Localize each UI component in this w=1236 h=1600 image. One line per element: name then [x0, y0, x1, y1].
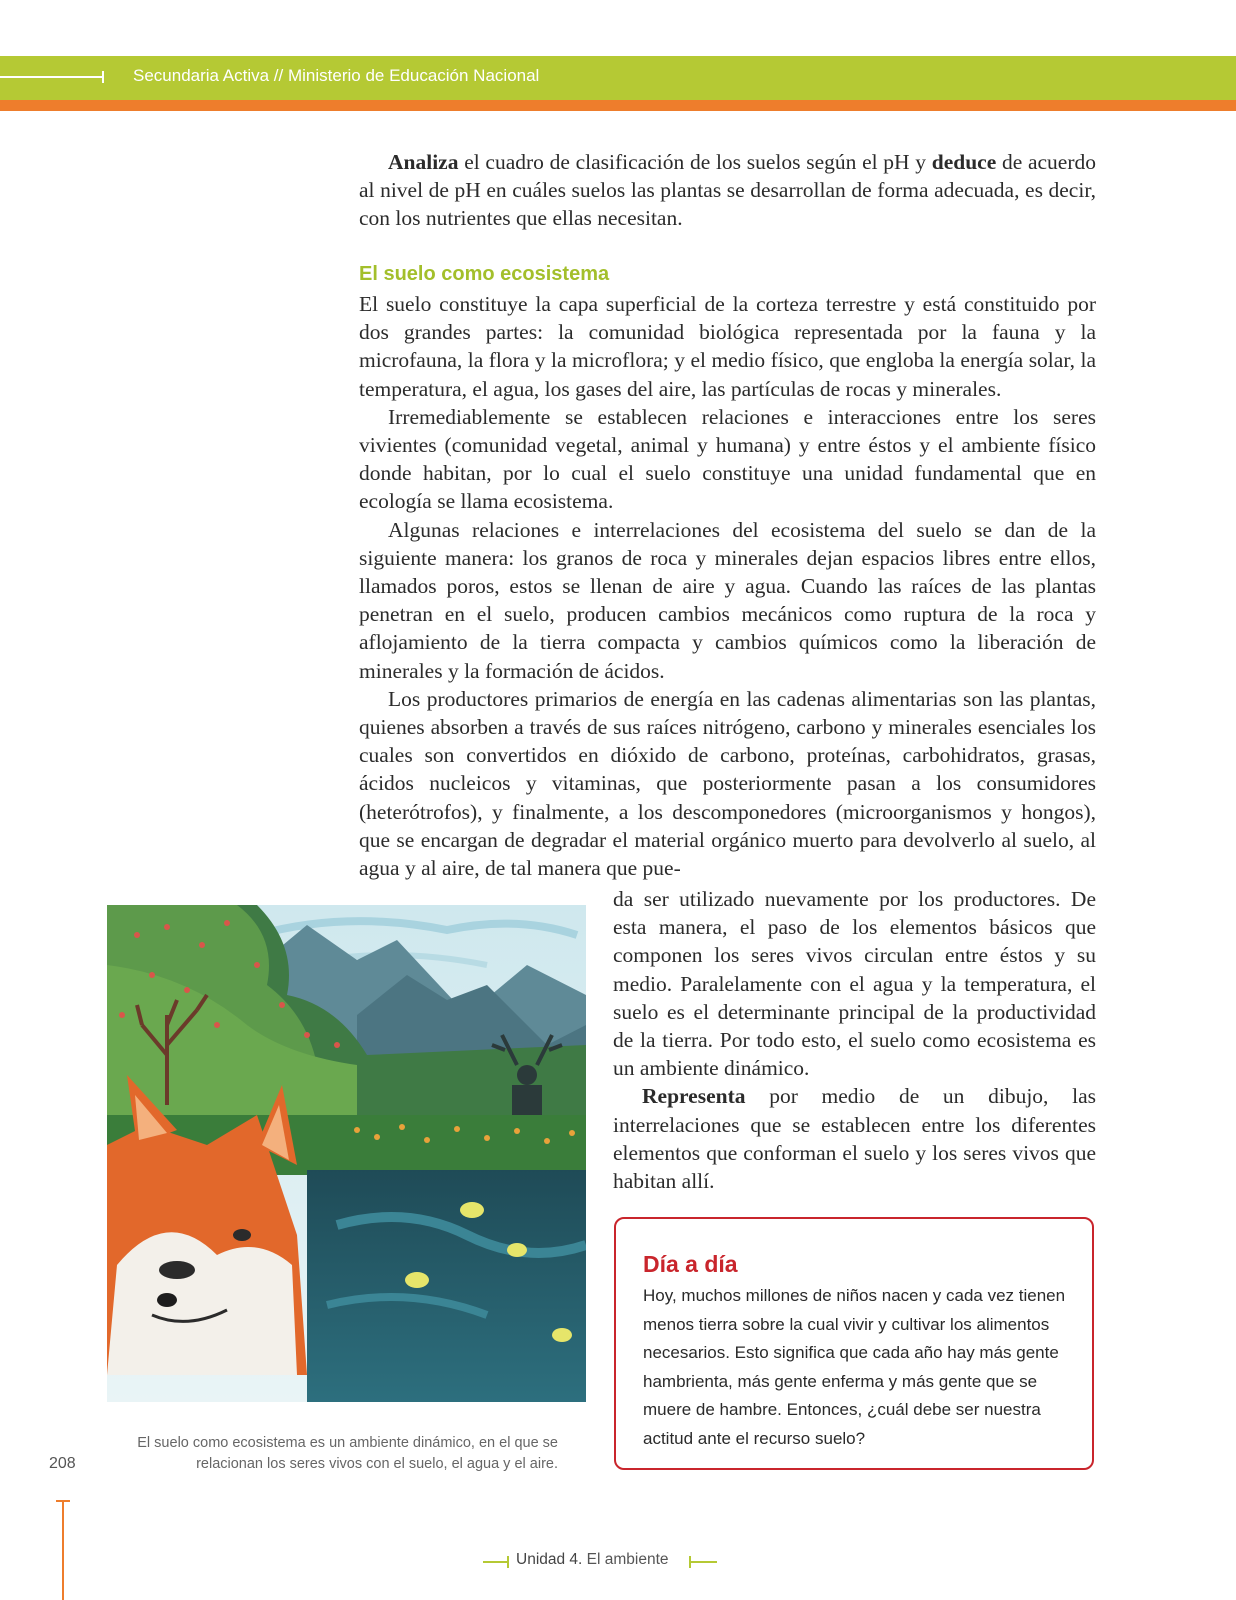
footer-rule-left: [483, 1561, 508, 1563]
page-number: 208: [49, 1455, 76, 1472]
section-paragraph-1: El suelo constituye la capa superficial de la corteza terrestre y está constituido por dos grandes partes: la comunidad biológica representada por la fauna y la microfauna, la flora y la microflora; y el medio físico, que engloba la energía solar, la temperatura, el agua, los gases del aire, las partículas de rocas y minerales.: [359, 292, 1096, 401]
pond: [307, 1170, 586, 1402]
day-to-day-text: Hoy, muchos millones de niños nacen y cada vez tienen menos tierra sobre la cual vivir y cultivar los alimentos necesarios. Esto significa que cada año hay más gente hambrienta, más gente enferma y más gente que se muere de hambre. Entonces, ¿cuál debe ser nuestra actitud ante el recurso suelo?: [643, 1286, 1066, 1448]
section-paragraph-4: Los productores primarios de energía en las cadenas alimentarias son las plantas, quienes absorben a través de sus raíces nitrógeno, carbono y minerales esenciales los cuales son convertidos en dióxido de carbono, proteínas, carbohidratos, grasas, ácidos nucleicos y vitaminas, que posteriormente pasan a los consumidores (heterótrofos), y finalmente, a los descomponedores (microorganismos y hongos), que se encargan de degradar el material orgánico muerto para devolverlo al suelo, al agua y al aire, de tal manera que pue-: [359, 686, 1096, 881]
header-title: Secundaria Activa // Ministerio de Educación Nacional: [133, 66, 540, 85]
header-orange-stripe: [0, 100, 1236, 111]
footer: [0, 1550, 1236, 1574]
paragraph-5-text: por medio de un dibujo, las interrelaciones que se establecen entre los diferentes elementos que conforman el suelo y los seres vivos que habitan allí.: [613, 1084, 1096, 1194]
day-to-day-box: [614, 1217, 1094, 1470]
footer-text: [516, 1551, 669, 1569]
section-paragraph-2: Irremediablemente se establecen relaciones e interacciones entre los seres vivientes (comunidad vegetal, animal y humana) y entre éstos y el ambiente físico donde habitan, por lo cual el suelo constituye una unidad fundamental que en ecología se llama ecosistema.: [359, 404, 1096, 514]
section-paragraph-4-continued: da ser utilizado nuevamente por los productores. De esta manera, el paso de los elementos básicos que componen los seres vivos circulan entre éstos y su medio. Paralelamente con el agua y la temperatura, el suelo es el determinante principal de la productividad de la tierra. Por todo esto, el suelo como ecosistema es un ambiente dinámico.: [613, 887, 1096, 1081]
footer-rule-right: [690, 1561, 717, 1563]
intro-bold-analiza: Analiza: [388, 150, 459, 174]
ecosystem-illustration: [107, 905, 586, 1402]
header-rule: [0, 76, 103, 78]
header-rule-tick: [102, 71, 104, 83]
section-paragraph-3: Algunas relaciones e interrelaciones del ecosistema del suelo se dan de la siguiente manera: los granos de roca y minerales dejan espacios libres entre ellos, llamados poros, estos se llenan de aire y agua. Cuando las raíces de las plantas penetran en el suelo, producen cambios mecánicos como ruptura de la roca y aflojamiento de la tierra compacta y cambios químicos como la liberación de minerales y la formación de ácidos.: [359, 517, 1096, 683]
footer-tick-left: [507, 1556, 509, 1568]
footer-unit: Unidad 4.: [516, 1551, 583, 1568]
intro-text-2: de acuerdo al nivel de pH en cuáles suelos las plantas se desarrollan de forma adecuada, es decir, con los nutrientes que ellas necesitan.: [359, 150, 1096, 231]
section-body: [359, 290, 1096, 882]
day-to-day-title: Día a día: [643, 1251, 738, 1277]
section-body-continued: [613, 885, 1096, 1195]
section-title: El suelo como ecosistema: [359, 263, 610, 285]
bold-representa: Representa: [642, 1084, 746, 1109]
intro-paragraph: [359, 148, 1096, 233]
section-paragraph-5: [613, 1082, 1096, 1195]
intro-bold-deduce: deduce: [931, 150, 997, 174]
figure-caption: El suelo como ecosistema es un ambiente dinámico, en el que se relacionan los seres vivos con el suelo, el agua y el aire.: [137, 1435, 558, 1472]
intro-text-1: el cuadro de clasificación de los suelos según el pH y: [458, 150, 932, 174]
footer-unit-title: El ambiente: [582, 1551, 669, 1568]
